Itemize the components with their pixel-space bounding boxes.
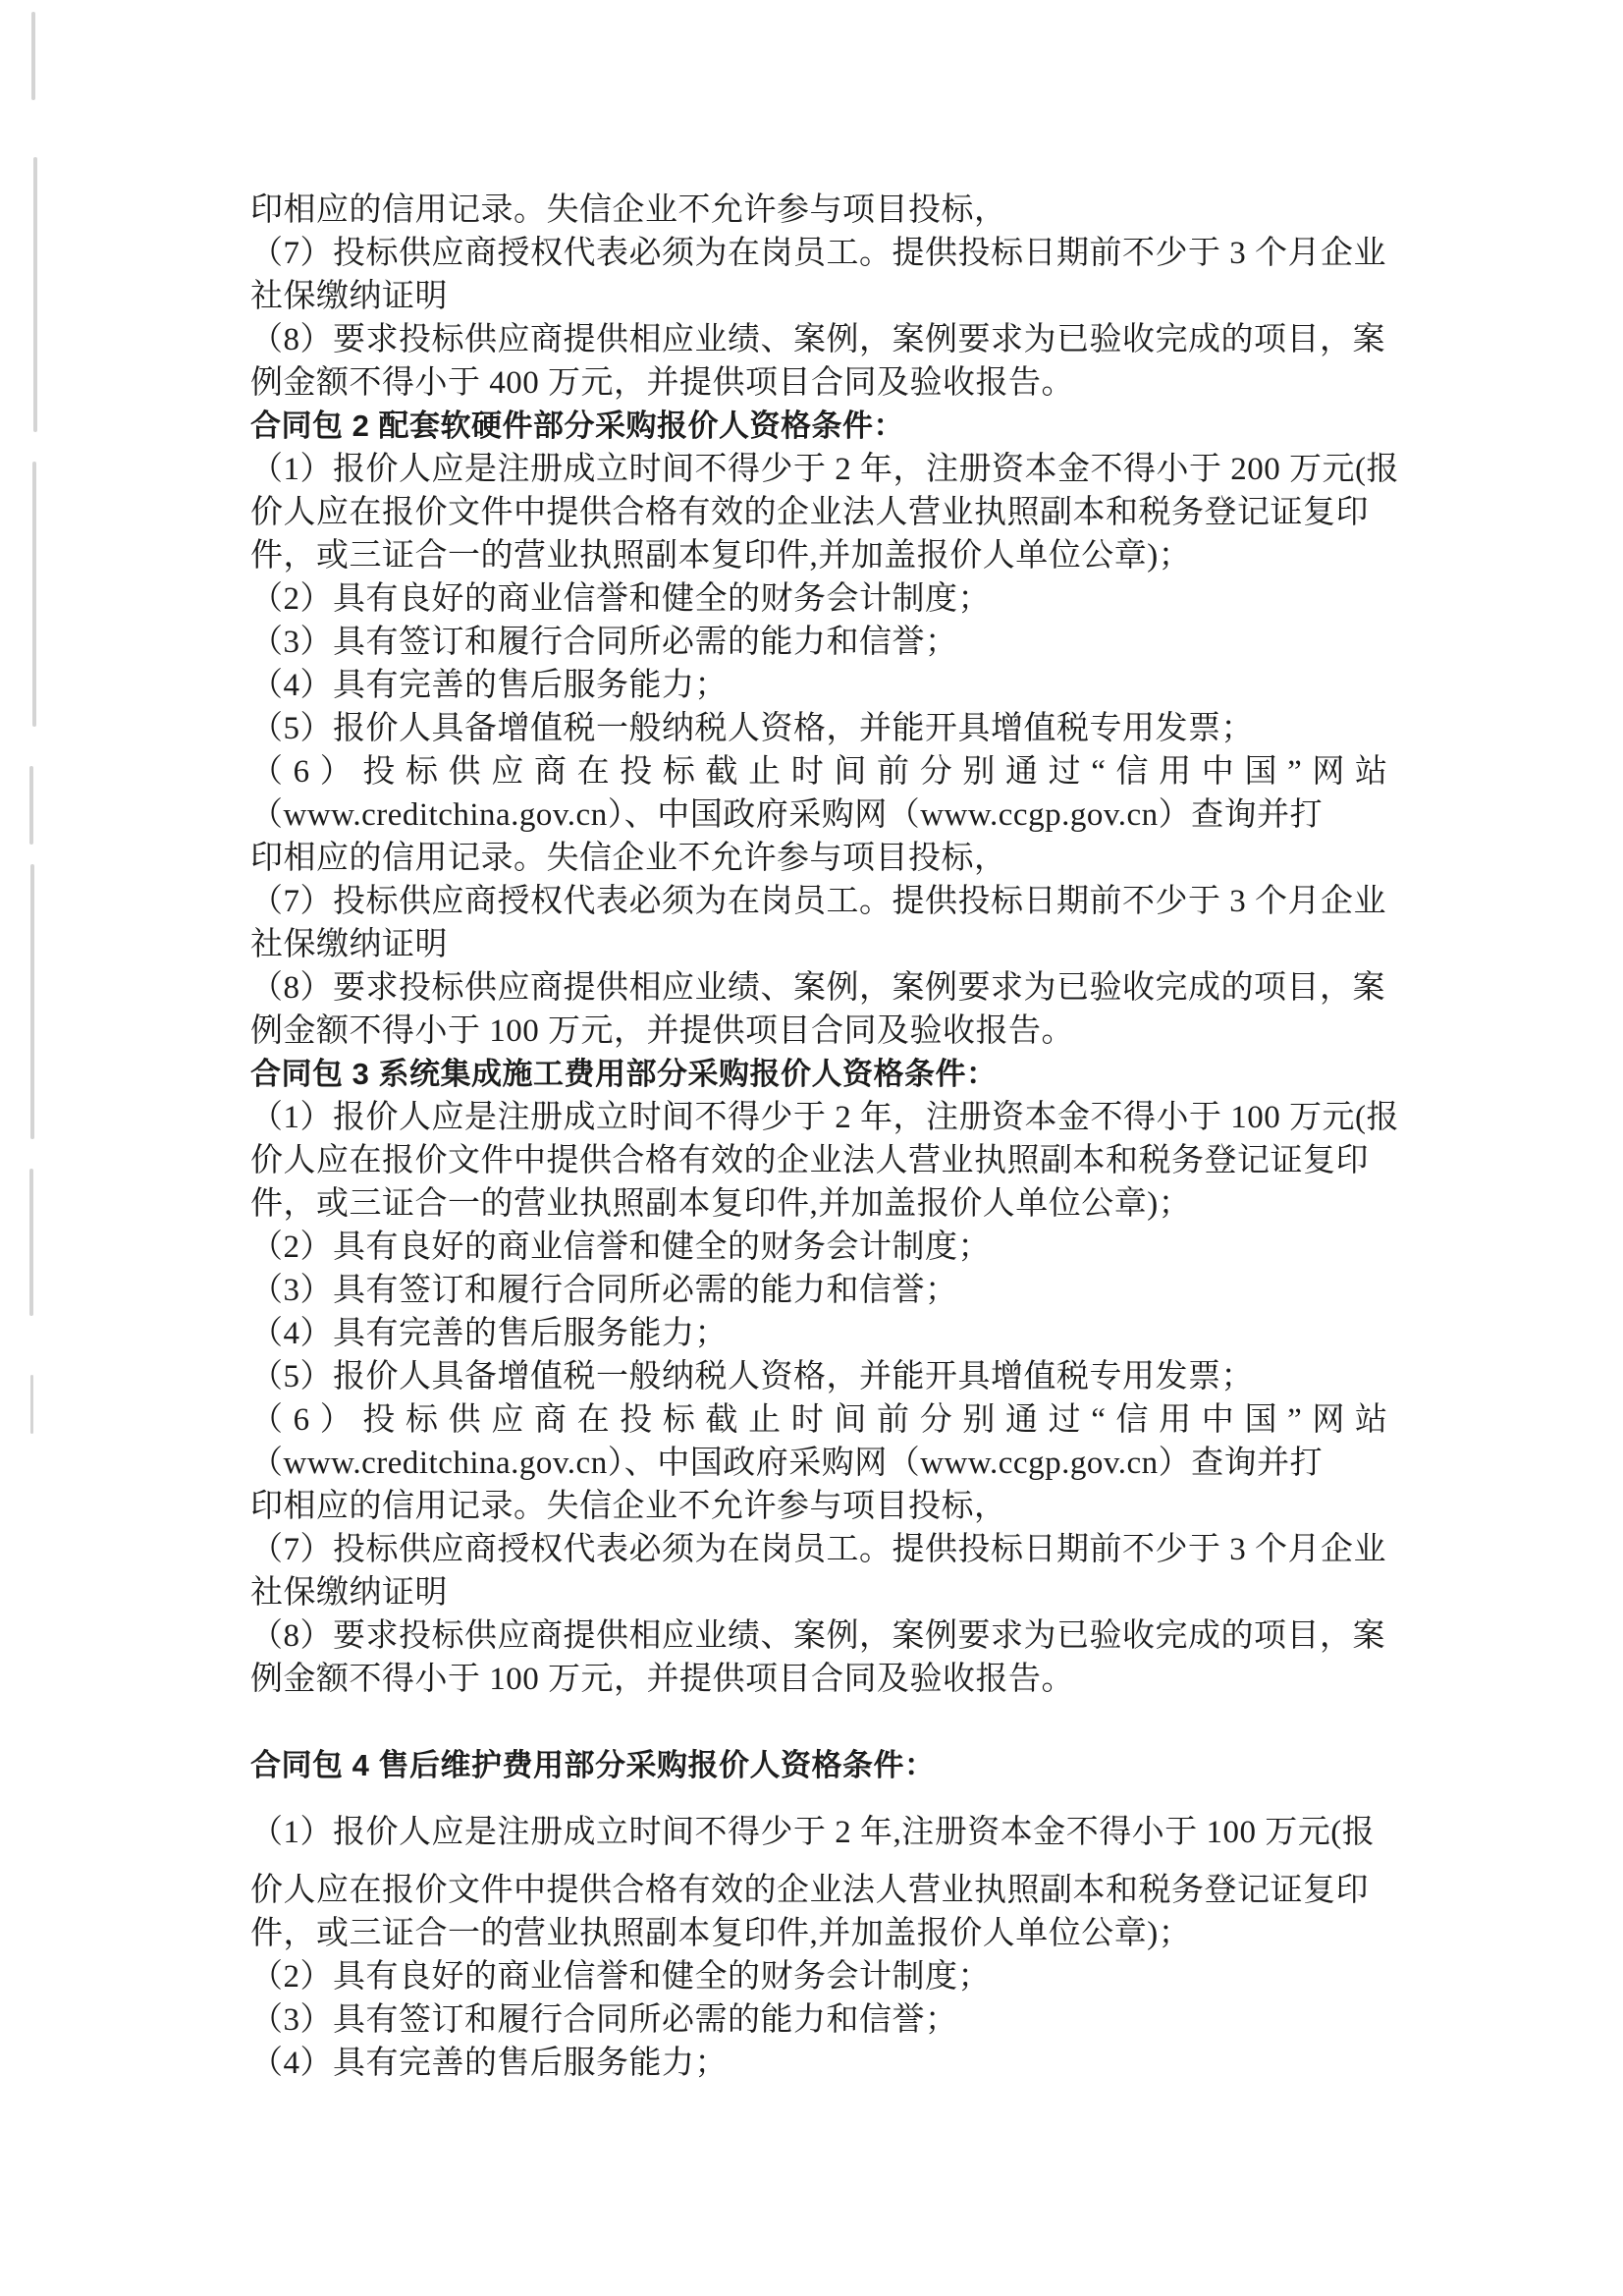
- scan-artifact: [32, 462, 36, 727]
- text-line: （5）报价人具备增值税一般纳税人资格，并能开具增值税专用发票；: [250, 1359, 1254, 1394]
- text-line: （2）具有良好的商业信誉和健全的财务会计制度；: [250, 581, 991, 617]
- section-heading: 合同包 2 配套软硬件部分采购报价人资格条件：: [250, 409, 904, 443]
- text-line: （1）报价人应是注册成立时间不得少于 2 年，注册资本金不得小于 200 万元(报: [250, 452, 1399, 487]
- text-line: 例金额不得小于 100 万元，并提供项目合同及验收报告。: [250, 1662, 1074, 1697]
- blank-line: [250, 1701, 1387, 1744]
- scan-artifact: [33, 157, 37, 432]
- text-line: 件，或三证合一的营业执照副本复印件,并加盖报价人单位公章)；: [250, 1186, 1192, 1222]
- text-line: 价人应在报价文件中提供合格有效的企业法人营业执照副本和税务登记证复印: [250, 495, 1369, 530]
- text-line: 件，或三证合一的营业执照副本复印件,并加盖报价人单位公章)；: [250, 538, 1192, 574]
- scan-artifact: [31, 12, 35, 100]
- text-line: （5）报价人具备增值税一般纳税人资格，并能开具增值税专用发票；: [250, 711, 1254, 746]
- text-line: （6）投标供应商在投标截止时间前分别通过“信用中国”网站: [250, 1402, 1387, 1438]
- text-line: （www.creditchina.gov.cn）、中国政府采购网（www.ccgp.gov.cn）查询并打: [250, 797, 1324, 833]
- text-line: 件，或三证合一的营业执照副本复印件,并加盖报价人单位公章)；: [250, 1916, 1192, 1951]
- text-line: （www.creditchina.gov.cn）、中国政府采购网（www.ccgp.gov.cn）查询并打: [250, 1446, 1324, 1481]
- text-line: （8）要求投标供应商提供相应业绩、案例，案例要求为已验收完成的项目，案: [250, 970, 1385, 1006]
- scan-artifact: [29, 1169, 33, 1316]
- text-line: （4）具有完善的售后服务能力；: [250, 1316, 728, 1351]
- section-heading: 合同包 4 售后维护费用部分采购报价人资格条件：: [250, 1748, 936, 1782]
- text-line: （1）报价人应是注册成立时间不得少于 2 年,注册资本金不得小于 100 万元(报: [250, 1815, 1376, 1850]
- text-line: （3）具有签订和履行合同所必需的能力和信誉；: [250, 625, 958, 660]
- text-line: 社保缴纳证明: [250, 927, 448, 962]
- text-line: 社保缴纳证明: [250, 279, 448, 314]
- text-line: （7）投标供应商授权代表必须为在岗员工。提供投标日期前不少于 3 个月企业: [250, 236, 1386, 271]
- scan-artifact: [30, 864, 34, 1139]
- scan-artifact: [30, 1375, 33, 1434]
- text-line: （2）具有良好的商业信誉和健全的财务会计制度；: [250, 1959, 991, 1995]
- text-line: （2）具有良好的商业信誉和健全的财务会计制度；: [250, 1230, 991, 1265]
- text-line: （8）要求投标供应商提供相应业绩、案例，案例要求为已验收完成的项目，案: [250, 1618, 1385, 1654]
- text-line: 例金额不得小于 400 万元，并提供项目合同及验收报告。: [250, 365, 1074, 401]
- text-line: （7）投标供应商授权代表必须为在岗员工。提供投标日期前不少于 3 个月企业: [250, 884, 1386, 919]
- text-line: （3）具有签订和履行合同所必需的能力和信誉；: [250, 2002, 958, 2038]
- text-line: （3）具有签订和履行合同所必需的能力和信誉；: [250, 1273, 958, 1308]
- text-line: 社保缴纳证明: [250, 1575, 448, 1611]
- text-line: 印相应的信用记录。失信企业不允许参与项目投标，: [250, 192, 1007, 228]
- document-text-column: [250, 189, 1399, 2085]
- text-line: 印相应的信用记录。失信企业不允许参与项目投标，: [250, 841, 1007, 876]
- text-line: 印相应的信用记录。失信企业不允许参与项目投标，: [250, 1489, 1007, 1524]
- text-line: （8）要求投标供应商提供相应业绩、案例，案例要求为已验收完成的项目，案: [250, 322, 1385, 357]
- text-line: （6）投标供应商在投标截止时间前分别通过“信用中国”网站: [250, 754, 1387, 790]
- text-line: （1）报价人应是注册成立时间不得少于 2 年，注册资本金不得小于 100 万元(报: [250, 1100, 1399, 1135]
- text-line: 例金额不得小于 100 万元，并提供项目合同及验收报告。: [250, 1013, 1074, 1049]
- text-line: 价人应在报价文件中提供合格有效的企业法人营业执照副本和税务登记证复印: [250, 1143, 1369, 1178]
- text-line: （4）具有完善的售后服务能力；: [250, 2046, 728, 2081]
- scan-artifact: [29, 766, 33, 845]
- text-line: 价人应在报价文件中提供合格有效的企业法人营业执照副本和税务登记证复印: [250, 1873, 1369, 1908]
- section-heading: 合同包 3 系统集成施工费用部分采购报价人资格条件：: [250, 1057, 998, 1091]
- text-line: （4）具有完善的售后服务能力；: [250, 668, 728, 703]
- text-line: （7）投标供应商授权代表必须为在岗员工。提供投标日期前不少于 3 个月企业: [250, 1532, 1386, 1567]
